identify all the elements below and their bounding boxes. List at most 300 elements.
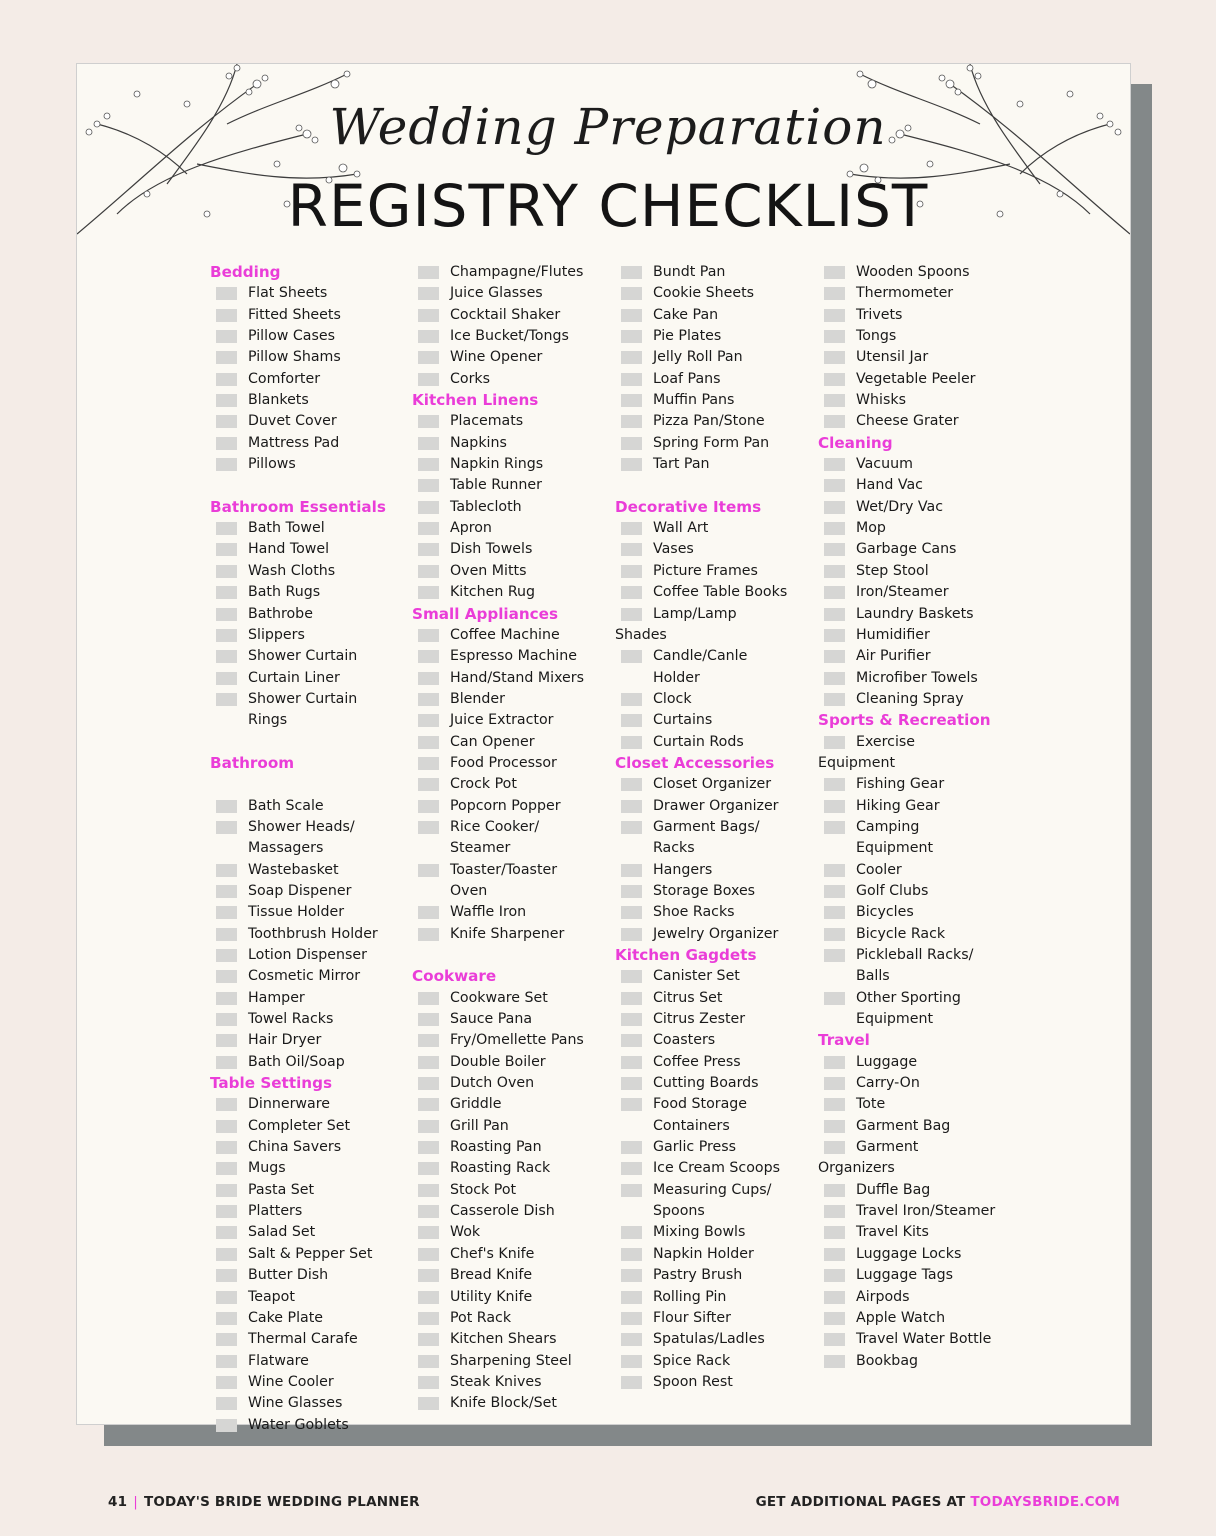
checklist-item-label: Roasting Pan: [450, 1139, 542, 1156]
checkbox[interactable]: [824, 1333, 845, 1346]
checkbox[interactable]: [418, 522, 439, 535]
checklist-item: [615, 283, 815, 304]
checkbox[interactable]: [216, 415, 237, 428]
category-heading: Small Appliances: [412, 604, 559, 623]
checkbox[interactable]: [216, 629, 237, 642]
checkbox[interactable]: [824, 736, 845, 749]
category-heading: Travel: [818, 1031, 870, 1050]
checkbox[interactable]: [216, 1056, 237, 1069]
checklist-item-continuation: [615, 1201, 815, 1222]
checkbox[interactable]: [621, 736, 642, 749]
checkbox[interactable]: [418, 1098, 439, 1111]
checklist-item-label: Bath Scale: [248, 797, 324, 814]
checklist-item-label: Citrus Set: [653, 989, 723, 1006]
checklist-item-label: Wine Glasses: [248, 1395, 343, 1412]
checklist-item-label: Oven: [450, 882, 488, 899]
checkbox[interactable]: [824, 821, 845, 834]
checklist-item-label: Butter Dish: [248, 1267, 329, 1284]
checklist-item: [412, 1308, 612, 1329]
checkbox[interactable]: [418, 1141, 439, 1154]
checklist-item-label: Spoon Rest: [653, 1373, 733, 1390]
page-number: 41: [108, 1494, 128, 1510]
checkbox[interactable]: [418, 1269, 439, 1282]
checkbox[interactable]: [621, 970, 642, 983]
checkbox[interactable]: [824, 1098, 845, 1111]
checkbox[interactable]: [216, 1205, 237, 1218]
checkbox[interactable]: [621, 1034, 642, 1047]
checkbox[interactable]: [216, 650, 237, 663]
checkbox[interactable]: [418, 479, 439, 492]
checkbox[interactable]: [418, 864, 439, 877]
checkbox[interactable]: [824, 1291, 845, 1304]
checkbox[interactable]: [418, 543, 439, 556]
checkbox[interactable]: [418, 1120, 439, 1133]
checkbox[interactable]: [824, 1226, 845, 1239]
checklist-item-label: Water Goblets: [248, 1416, 349, 1433]
checkbox[interactable]: [216, 1226, 237, 1239]
checklist-item-label: Juice Glasses: [450, 285, 543, 302]
checkbox[interactable]: [621, 885, 642, 898]
checklist-item: [412, 689, 612, 710]
checklist-item: [412, 1073, 612, 1094]
checklist-item-label: Platters: [248, 1203, 303, 1220]
checkbox[interactable]: [621, 309, 642, 322]
checkbox[interactable]: [824, 928, 845, 941]
checkbox[interactable]: [418, 501, 439, 514]
checkbox[interactable]: [621, 1013, 642, 1026]
checkbox[interactable]: [824, 479, 845, 492]
checkbox[interactable]: [418, 287, 439, 300]
checkbox[interactable]: [621, 266, 642, 279]
checkbox[interactable]: [824, 672, 845, 685]
checklist-item-label: Shower Curtain: [248, 648, 358, 665]
checkbox[interactable]: [216, 949, 237, 962]
checkbox[interactable]: [621, 864, 642, 877]
checklist-item-label: Trivets: [856, 306, 903, 323]
checkbox[interactable]: [824, 1184, 845, 1197]
checklist-item-label: Flour Sifter: [653, 1309, 731, 1326]
category-heading: Bathroom: [210, 753, 295, 772]
checkbox[interactable]: [216, 1333, 237, 1346]
checkbox[interactable]: [824, 543, 845, 556]
checkbox[interactable]: [621, 373, 642, 386]
checklist-item: [615, 817, 815, 838]
checkbox[interactable]: [824, 415, 845, 428]
checklist-item-label: Soap Dispener: [248, 882, 352, 899]
checkbox[interactable]: [621, 992, 642, 1005]
checkbox[interactable]: [824, 309, 845, 322]
checkbox[interactable]: [418, 693, 439, 706]
checkbox[interactable]: [418, 1376, 439, 1389]
checkbox[interactable]: [824, 1248, 845, 1261]
checkbox[interactable]: [216, 1376, 237, 1389]
checkbox[interactable]: [621, 522, 642, 535]
checkbox[interactable]: [418, 1355, 439, 1368]
checklist-item-label: Laundry Baskets: [856, 605, 974, 622]
checkbox[interactable]: [824, 287, 845, 300]
checklist-item: [818, 1052, 1018, 1073]
checkbox[interactable]: [216, 586, 237, 599]
checkbox[interactable]: [824, 1120, 845, 1133]
checkbox[interactable]: [621, 1077, 642, 1090]
checklist-item: [210, 582, 410, 603]
checkbox[interactable]: [824, 266, 845, 279]
checkbox[interactable]: [418, 373, 439, 386]
checklist-item-label: Exercise: [856, 733, 916, 750]
checkbox[interactable]: [418, 821, 439, 834]
checklist-item: [412, 347, 612, 368]
checkbox[interactable]: [216, 1162, 237, 1175]
checklist-item: [615, 1351, 815, 1372]
checklist-item-label: Salt & Pepper Set: [248, 1245, 373, 1262]
checkbox[interactable]: [621, 821, 642, 834]
checklist-item-label: Shower Heads/: [248, 818, 355, 835]
checklist-item-continuation: [210, 838, 410, 859]
checklist-item-label: Closet Organizer: [653, 776, 772, 793]
checklist-item: [615, 582, 815, 603]
footer-separator: |: [133, 1494, 138, 1510]
checklist-item: [210, 668, 410, 689]
checklist-item: [412, 262, 612, 283]
checkbox[interactable]: [216, 565, 237, 578]
checkbox[interactable]: [418, 1162, 439, 1175]
checkbox[interactable]: [216, 928, 237, 941]
checkbox[interactable]: [418, 1077, 439, 1090]
checklist-item-label: Tote: [856, 1096, 886, 1113]
checkbox[interactable]: [824, 1077, 845, 1090]
checkbox[interactable]: [824, 394, 845, 407]
checklist-item-label: Chef's Knife: [450, 1245, 535, 1262]
checkbox[interactable]: [216, 672, 237, 685]
checklist-item-label: Fitted Sheets: [248, 306, 341, 323]
checkbox[interactable]: [621, 650, 642, 663]
checklist-item-label: Wine Opener: [450, 349, 543, 366]
checkbox[interactable]: [418, 586, 439, 599]
checkbox[interactable]: [621, 543, 642, 556]
checkbox[interactable]: [824, 1312, 845, 1325]
checkbox[interactable]: [824, 864, 845, 877]
checklist-item: [615, 433, 815, 454]
checklist-item-label: Travel Kits: [856, 1224, 929, 1241]
checklist-item-label: Cake Plate: [248, 1309, 324, 1326]
checklist-item-label: Lotion Dispenser: [248, 947, 367, 963]
checkbox[interactable]: [621, 714, 642, 727]
checkbox[interactable]: [216, 1269, 237, 1282]
checklist-item: [210, 860, 410, 881]
checkbox[interactable]: [621, 394, 642, 407]
checklist-item-label: Juice Extractor: [450, 712, 554, 729]
checkbox[interactable]: [621, 1226, 642, 1239]
checklist-item-label: Mop: [856, 520, 886, 537]
checkbox[interactable]: [418, 1312, 439, 1325]
checklist-item: [818, 945, 1018, 966]
checkbox[interactable]: [418, 1333, 439, 1346]
checklist-item: [210, 689, 410, 710]
checkbox[interactable]: [824, 586, 845, 599]
checkbox[interactable]: [216, 1120, 237, 1133]
checklist-item: [615, 988, 815, 1009]
checkbox[interactable]: [216, 1013, 237, 1026]
checklist-item: [818, 1244, 1018, 1265]
checkbox[interactable]: [824, 1205, 845, 1218]
checkbox[interactable]: [621, 1333, 642, 1346]
checklist-item: [210, 966, 410, 987]
checkbox[interactable]: [621, 1312, 642, 1325]
checkbox[interactable]: [418, 330, 439, 343]
checkbox[interactable]: [216, 992, 237, 1005]
checkbox[interactable]: [216, 330, 237, 343]
checkbox[interactable]: [216, 693, 237, 706]
checkbox[interactable]: [216, 1184, 237, 1197]
checkbox[interactable]: [418, 1205, 439, 1218]
checklist-item-label: Cookie Sheets: [653, 285, 755, 302]
checkbox[interactable]: [621, 778, 642, 791]
checkbox[interactable]: [418, 266, 439, 279]
checkbox[interactable]: [418, 1248, 439, 1261]
checkbox[interactable]: [621, 693, 642, 706]
checkbox[interactable]: [418, 992, 439, 1005]
checkbox[interactable]: [621, 415, 642, 428]
checkbox[interactable]: [621, 565, 642, 578]
checkbox[interactable]: [824, 949, 845, 962]
checkbox[interactable]: [621, 351, 642, 364]
checkbox[interactable]: [216, 543, 237, 556]
checklist-item: [412, 1094, 612, 1115]
checkbox[interactable]: [824, 351, 845, 364]
checkbox[interactable]: [824, 522, 845, 535]
checkbox[interactable]: [418, 736, 439, 749]
checkbox[interactable]: [824, 373, 845, 386]
checkbox[interactable]: [824, 1355, 845, 1368]
checkbox[interactable]: [824, 906, 845, 919]
checkbox[interactable]: [418, 800, 439, 813]
checkbox[interactable]: [418, 1291, 439, 1304]
checklist-item: [615, 966, 815, 987]
checkbox[interactable]: [621, 1376, 642, 1389]
checkbox[interactable]: [824, 778, 845, 791]
checkbox[interactable]: [621, 330, 642, 343]
checkbox[interactable]: [216, 1419, 237, 1432]
checkbox[interactable]: [418, 1013, 439, 1026]
checkbox[interactable]: [621, 800, 642, 813]
checkbox[interactable]: [824, 693, 845, 706]
checkbox[interactable]: [621, 1098, 642, 1111]
checklist-item-label: Napkins: [450, 434, 507, 451]
checklist-item-label: Coffee Table Books: [653, 584, 788, 601]
checklist-item: [615, 1094, 815, 1115]
checkbox[interactable]: [824, 1141, 845, 1154]
checkbox[interactable]: [418, 1056, 439, 1069]
checkbox[interactable]: [824, 501, 845, 514]
checkbox[interactable]: [216, 522, 237, 535]
checkbox[interactable]: [621, 437, 642, 450]
checklist-item: [615, 305, 815, 326]
checklist-item-label: Food Storage: [653, 1096, 748, 1113]
checklist-item-label: Whisks: [856, 392, 906, 409]
checkbox[interactable]: [621, 458, 642, 471]
checkbox[interactable]: [418, 650, 439, 663]
checkbox[interactable]: [621, 906, 642, 919]
checkbox[interactable]: [418, 778, 439, 791]
checkbox[interactable]: [418, 351, 439, 364]
checklist-item: [615, 796, 815, 817]
checklist-item: [412, 1351, 612, 1372]
checklist-item: [412, 411, 612, 432]
checklist-item: [615, 326, 815, 347]
checkbox[interactable]: [621, 1162, 642, 1175]
checkbox[interactable]: [418, 458, 439, 471]
checklist-item: [818, 1137, 1018, 1158]
checkbox[interactable]: [216, 373, 237, 386]
checklist-column-1: [210, 262, 410, 1436]
checklist-item: [818, 369, 1018, 390]
checkbox[interactable]: [824, 1056, 845, 1069]
checkbox[interactable]: [418, 437, 439, 450]
checkbox[interactable]: [621, 1141, 642, 1154]
checkbox[interactable]: [621, 586, 642, 599]
checkbox[interactable]: [824, 565, 845, 578]
checklist-item-label: Curtain Liner: [248, 669, 340, 686]
checkbox[interactable]: [621, 1269, 642, 1282]
website-link[interactable]: TODAYSBRIDE.COM: [970, 1494, 1120, 1510]
checklist-item-label: Picture Frames: [653, 562, 758, 579]
checklist-item: [818, 390, 1018, 411]
checkbox[interactable]: [824, 629, 845, 642]
checklist-item-label: Food Processor: [450, 754, 557, 771]
checklist-item-label: Fry/Omellette Pans: [450, 1032, 584, 1049]
checkbox[interactable]: [216, 1397, 237, 1410]
checklist-item: [210, 1393, 410, 1414]
checkbox[interactable]: [418, 1226, 439, 1239]
checklist-item: [818, 1329, 1018, 1350]
checklist-item: [210, 1180, 410, 1201]
checklist-item-label: Popcorn Popper: [450, 797, 561, 814]
checkbox[interactable]: [824, 650, 845, 663]
checklist-item-label: Hand/Stand Mixers: [450, 669, 585, 686]
checklist-item-label: Garment Bags/: [653, 818, 760, 835]
checkbox[interactable]: [216, 1291, 237, 1304]
checklist-item: [412, 1287, 612, 1308]
checklist-item-label: Bookbag: [856, 1352, 919, 1369]
checklist-item: [818, 1308, 1018, 1329]
checkbox[interactable]: [216, 608, 237, 621]
checklist-item: [210, 1030, 410, 1051]
checkbox[interactable]: [216, 1355, 237, 1368]
checkbox[interactable]: [418, 906, 439, 919]
checkbox[interactable]: [621, 287, 642, 300]
checkbox[interactable]: [216, 906, 237, 919]
checkbox[interactable]: [418, 309, 439, 322]
checklist-item-label: Coffee Press: [653, 1053, 741, 1070]
checklist-item-label: Comforter: [248, 370, 321, 387]
checkbox[interactable]: [216, 1034, 237, 1047]
checkbox[interactable]: [824, 800, 845, 813]
checklist-item-label: Luggage: [856, 1053, 918, 1070]
checkbox[interactable]: [824, 608, 845, 621]
checklist-item: [615, 347, 815, 368]
checklist-item-label: Steamer: [450, 840, 511, 857]
checkbox[interactable]: [621, 608, 642, 621]
checkbox[interactable]: [216, 1312, 237, 1325]
spacer: [210, 475, 410, 496]
checkbox[interactable]: [216, 885, 237, 898]
checkbox[interactable]: [824, 1269, 845, 1282]
checkbox[interactable]: [216, 437, 237, 450]
checkbox[interactable]: [216, 458, 237, 471]
checkbox[interactable]: [824, 992, 845, 1005]
checkbox[interactable]: [621, 1248, 642, 1261]
checklist-item: [818, 497, 1018, 518]
checkbox[interactable]: [418, 1184, 439, 1197]
checkbox[interactable]: [418, 672, 439, 685]
footer-left: [108, 1494, 420, 1510]
checkbox[interactable]: [621, 1056, 642, 1069]
checkbox[interactable]: [216, 287, 237, 300]
checklist-item-label: Apple Watch: [856, 1309, 946, 1326]
checkbox[interactable]: [418, 1397, 439, 1410]
checklist-item: [615, 1030, 815, 1051]
checklist-item-label: Espresso Machine: [450, 648, 577, 665]
checklist-item: [615, 1329, 815, 1350]
checklist-item: [615, 390, 815, 411]
checkbox[interactable]: [216, 1141, 237, 1154]
checkbox[interactable]: [418, 565, 439, 578]
checklist-column-4: [818, 262, 1018, 1372]
checkbox[interactable]: [824, 330, 845, 343]
checkbox[interactable]: [621, 928, 642, 941]
checkbox[interactable]: [216, 309, 237, 322]
checkbox[interactable]: [418, 1034, 439, 1047]
checklist-item-label: Organizers: [818, 1160, 895, 1177]
checklist-item-label: Holder: [653, 669, 700, 686]
checkbox[interactable]: [216, 1098, 237, 1111]
checklist-item-label: Garbage Cans: [856, 541, 957, 558]
checklist-item: [412, 646, 612, 667]
checklist-item-label: Lamp/Lamp: [653, 605, 737, 622]
checkbox[interactable]: [216, 1248, 237, 1261]
checkbox[interactable]: [621, 1291, 642, 1304]
checkbox[interactable]: [216, 394, 237, 407]
checkbox[interactable]: [216, 351, 237, 364]
checklist-item: [210, 1137, 410, 1158]
checklist-item: [412, 1222, 612, 1243]
checkbox[interactable]: [418, 714, 439, 727]
checklist-item-label: Cocktail Shaker: [450, 306, 561, 323]
script-title: Wedding Preparation: [329, 98, 887, 156]
checklist-item: [818, 1094, 1018, 1115]
checkbox[interactable]: [824, 885, 845, 898]
checkbox[interactable]: [418, 629, 439, 642]
checkbox[interactable]: [216, 864, 237, 877]
checkbox[interactable]: [216, 970, 237, 983]
checkbox[interactable]: [418, 415, 439, 428]
checkbox[interactable]: [621, 1184, 642, 1197]
checkbox[interactable]: [216, 800, 237, 813]
checklist-item: [210, 1244, 410, 1265]
checkbox[interactable]: [418, 928, 439, 941]
checkbox[interactable]: [824, 458, 845, 471]
checklist-item: [412, 1329, 612, 1350]
checkbox[interactable]: [216, 821, 237, 834]
checklist-item-label: Rice Cooker/: [450, 818, 540, 835]
checklist-item-label: Pillow Cases: [248, 328, 335, 345]
checklist-item-label: Curtain Rods: [653, 733, 744, 750]
checklist-item: [210, 625, 410, 646]
checkbox[interactable]: [418, 757, 439, 770]
checklist-item-label: Corks: [450, 370, 491, 387]
checkbox[interactable]: [621, 1355, 642, 1368]
checklist-item-label: Pie Plates: [653, 328, 722, 345]
